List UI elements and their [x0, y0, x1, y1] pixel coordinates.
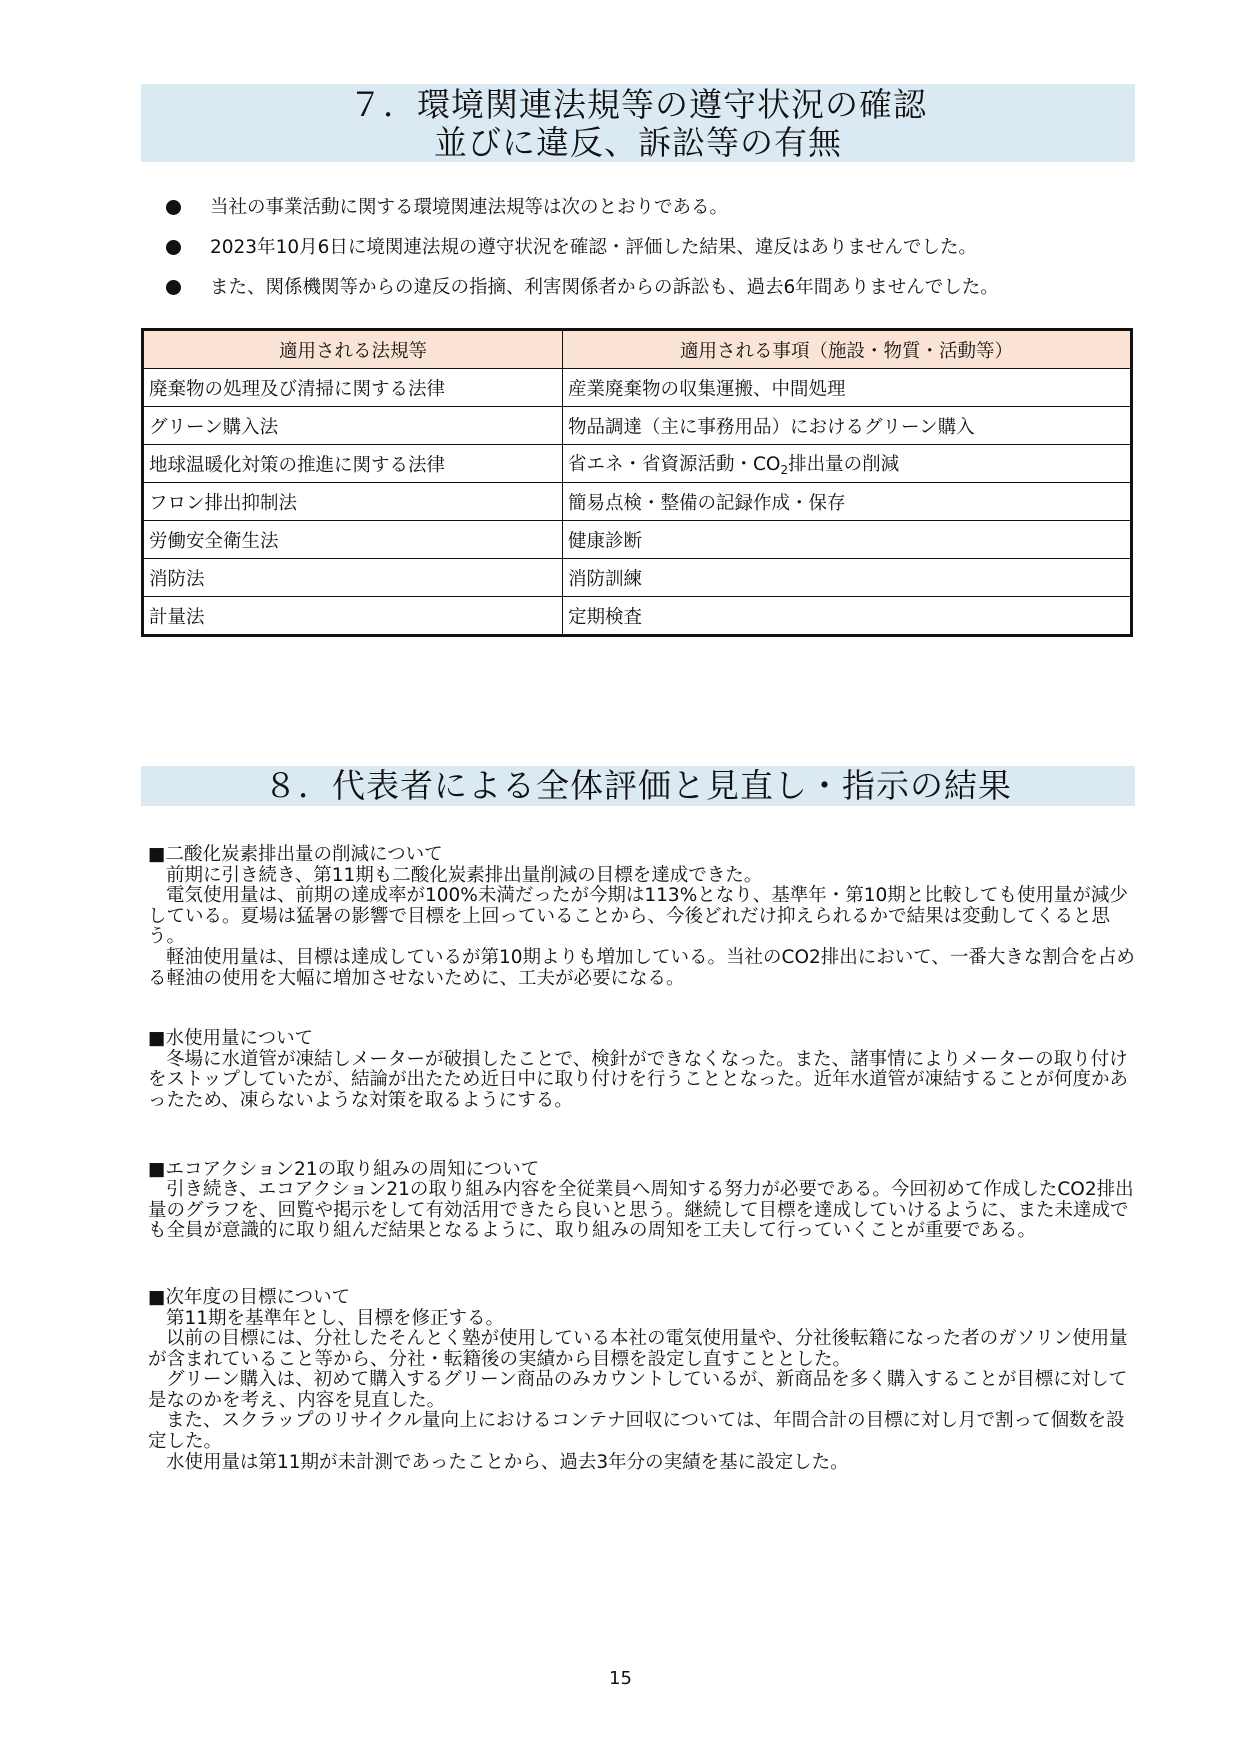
block-heading: ■次年度の目標について: [148, 1286, 351, 1308]
scope-text-part1: 省エネ・省資源活動・CO: [568, 454, 781, 475]
block-heading: ■エコアクション21の取り組みの周知について: [148, 1158, 540, 1180]
table-row: [143, 521, 1132, 559]
law-cell: 廃棄物の処理及び清掃に関する法律: [143, 369, 563, 407]
table-row: [143, 445, 1132, 483]
scope-cell: 簡易点検・整備の記録作成・保存: [563, 483, 1132, 521]
block-paragraph: 冬場に水道管が凍結しメーターが破損したことで、検針ができなくなった。また、諸事情によりメーターの取り付けをストップしていたが、結論が出たため近日中に取り付けを行うこととなった。近年水道管が凍結することが何度かあったため、凍らないような対策を取るようにする。: [148, 1048, 1128, 1111]
table-row: [143, 483, 1132, 521]
scope-cell: [563, 445, 1132, 483]
evaluation-report: [148, 845, 1138, 1473]
law-cell: フロン排出抑制法: [143, 483, 563, 521]
scope-cell: 産業廃棄物の収集運搬、中間処理: [563, 369, 1132, 407]
scope-cell: 物品調達（主に事務用品）におけるグリーン購入: [563, 407, 1132, 445]
block-paragraph: 水使用量は第11期が未計測であったことから、過去3年分の実績を基に設定した。: [166, 1451, 849, 1473]
bullet-dot-icon: [166, 240, 181, 255]
scope-cell: 定期検査: [563, 597, 1132, 636]
block-paragraph: 以前の目標には、分社したそんとく塾が使用している本社の電気使用量や、分社後転籍になった者のガソリン使用量が含まれていること等から、分社・転籍後の実績から目標を設定し直すこととした。: [148, 1328, 1128, 1370]
section7-title-line2: 並びに違反、訴訟等の有無: [434, 123, 842, 162]
scope-cell: 消防訓練: [563, 559, 1132, 597]
table-row: [143, 559, 1132, 597]
water-usage-block: [148, 1029, 1138, 1111]
next-year-goals-block: [148, 1288, 1138, 1473]
bullet-item: [166, 192, 999, 232]
bullet-text: 当社の事業活動に関する環境関連法規等は次のとおりである。: [210, 197, 729, 218]
law-cell: 計量法: [143, 597, 563, 636]
law-cell: 消防法: [143, 559, 563, 597]
column-header-law: 適用される法規等: [143, 330, 563, 369]
law-cell: グリーン購入法: [143, 407, 563, 445]
bullet-dot-icon: [166, 280, 181, 295]
block-paragraph: グリーン購入は、初めて購入するグリーン商品のみカウントしているが、新商品を多く購入することが目標に対して是なのかを考え、内容を見直した。: [148, 1369, 1128, 1411]
scope-text-part2: 排出量の削減: [788, 454, 900, 475]
table-row: [143, 597, 1132, 636]
table-header-row: [143, 330, 1132, 369]
section7-title-line1: ７．環境関連法規等の遵守状況の確認: [349, 85, 927, 124]
section7-bullet-list: [166, 192, 999, 312]
block-paragraph: 引き続き、エコアクション21の取り組み内容を全従業員へ周知する努力が必要である。今回初めて作成したCO2排出量のグラフを、回覧や掲示をして有効活用できたら良いと思う。継続して目標を達成していけるように、また未達成でも全員が意識的に取り組んだ結果となるように、取り組みの周知を工夫して行っていくことが重要である。: [148, 1179, 1134, 1242]
bullet-item: [166, 272, 999, 312]
column-header-scope: 適用される事項（施設・物質・活動等）: [563, 330, 1132, 369]
section7-title-banner: [141, 84, 1135, 162]
bullet-dot-icon: [166, 200, 181, 215]
co2-reduction-block: [148, 845, 1138, 989]
bullet-item: [166, 232, 999, 272]
bullet-text: 2023年10月6日に境関連法規の遵守状況を確認・評価した結果、違反はありませんでした。: [210, 237, 977, 258]
block-heading: ■二酸化炭素排出量の削減について: [148, 844, 443, 865]
ecoaction21-block: [148, 1160, 1138, 1242]
page-number: 15: [609, 1668, 632, 1689]
regulations-table: [141, 328, 1133, 637]
block-paragraph: 電気使用量は、前期の達成率が100%未満だったが今期は113%となり、基準年・第10期と比較しても使用量が減少している。夏場は猛暑の影響で目標を上回っていることから、今後どれだけ抑えられるかで結果は変動してくると思う。: [148, 885, 1128, 948]
block-paragraph: また、スクラップのリサイクル量向上におけるコンテナ回収については、年間合計の目標に対し月で割って個数を設定した。: [148, 1410, 1125, 1453]
law-cell: 地球温暖化対策の推進に関する法律: [143, 445, 563, 483]
block-paragraph: 前期に引き続き、第11期も二酸化炭素排出量削減の目標を達成できた。: [166, 864, 763, 886]
section8-title-banner: ８．代表者による全体評価と見直し・指示の結果: [141, 766, 1135, 806]
law-cell: 労働安全衛生法: [143, 521, 563, 559]
bullet-text: また、関係機関等からの違反の指摘、利害関係者からの訴訟も、過去6年間ありませんでした。: [210, 277, 999, 298]
block-paragraph: 第11期を基準年とし、目標を修正する。: [166, 1307, 505, 1329]
scope-cell: 健康診断: [563, 521, 1132, 559]
table-row: [143, 407, 1132, 445]
subscript-2: 2: [780, 463, 789, 477]
block-paragraph: 軽油使用量は、目標は達成しているが第10期よりも増加している。当社のCO2排出において、一番大きな割合を占める軽油の使用を大幅に増加させないために、工夫が必要になる。: [148, 946, 1135, 989]
block-heading: ■水使用量について: [148, 1028, 314, 1050]
table-row: [143, 369, 1132, 407]
